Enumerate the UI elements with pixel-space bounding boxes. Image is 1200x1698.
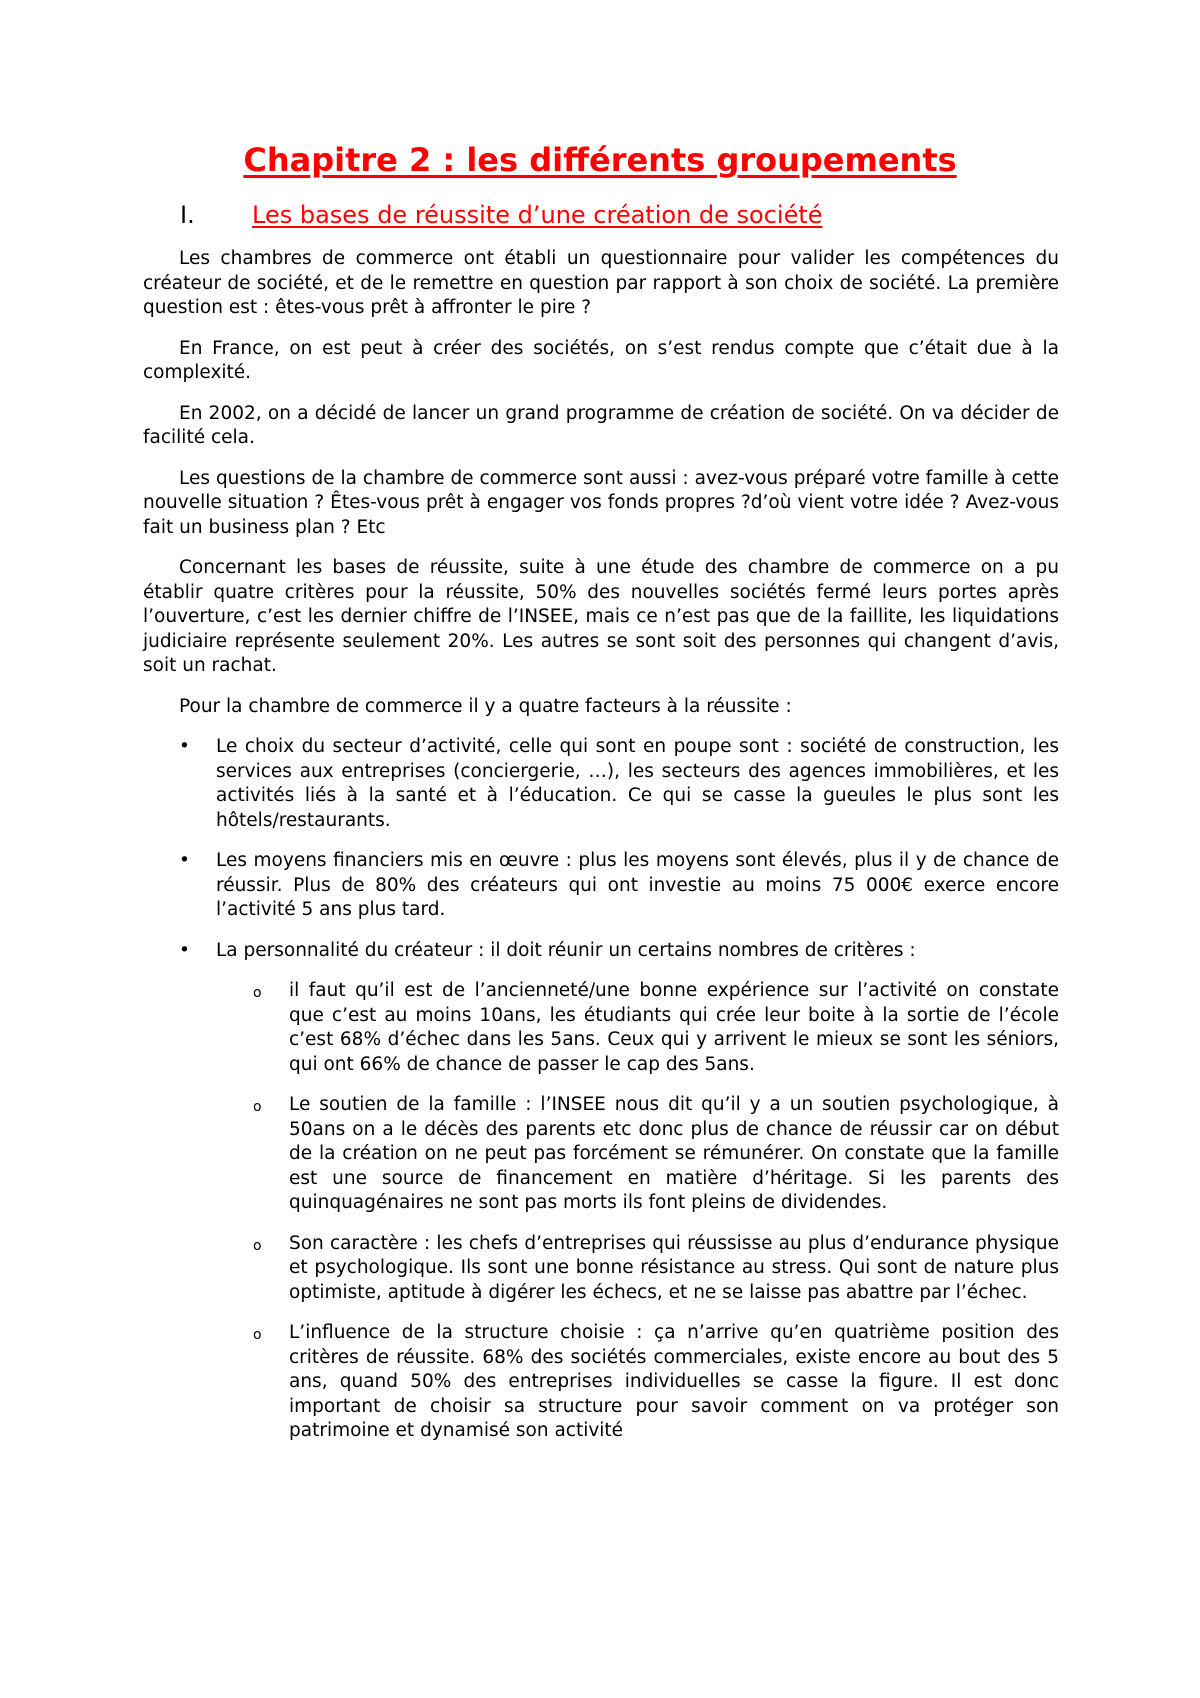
sub-bullet-marker: o [253, 1237, 262, 1254]
paragraph: Pour la chambre de commerce il y a quatre facteurs à la réussite : [179, 695, 792, 717]
section-heading [180, 200, 823, 230]
sub-list-item-text: L’influence de la structure choisie : ça n’arrive qu’en quatrième position des critères de réussite. 68% des sociétés commerciales, existe encore au bout des 5 ans, quand 50% des entreprises individuelles se casse la figure. Il est donc important de choisir sa structure pour savoir comment on va protéger son patrimoine et dynamisé son activité [289, 1322, 1059, 1441]
paragraph: Les questions de la chambre de commerce sont aussi : avez-vous préparé votre famille à cette nouvelle situation ? Êtes-vous prêt à engager vos fonds propres ?d’où vient votre idée ? Avez-vous fait un business plan ? Etc [143, 467, 1059, 538]
document-body [143, 247, 1059, 1460]
sub-list-item-text: Le soutien de la famille : l’INSEE nous dit qu’il y a un soutien psychologique, à 50ans on a le décès des parents etc donc plus de chance de réussir car on début de la création on ne peut pas forcément se rémunérer. On constate que la famille est une source de financement en matière d’héritage. Si les parents des quinquagénaires ne sont pas morts ils font pleins de dividendes. [289, 1094, 1059, 1213]
paragraph: En France, on est peut à créer des sociétés, on s’est rendus compte que c’était due à la complexité. [143, 337, 1059, 383]
sub-list [216, 979, 1059, 1444]
sub-list-item [216, 1093, 1059, 1216]
list-item-text: Les moyens financiers mis en œuvre : plus les moyens sont élevés, plus il y de chance de réussir. Plus de 80% des créateurs qui ont investie au moins 75 000€ exerce encore l’activité 5 ans plus tard. [216, 850, 1059, 920]
list-item [143, 849, 1059, 923]
section-number: I. [180, 201, 195, 229]
paragraph: Les chambres de commerce ont établi un questionnaire pour valider les compétences du créateur de société, et de le remettre en question par rapport à son choix de société. La première question est : êtes-vous prêt à affronter le pire ? [143, 248, 1059, 318]
paragraph: En 2002, on a décidé de lancer un grand programme de création de société. On va décider de facilité cela. [143, 402, 1059, 448]
bullet-marker: • [179, 939, 190, 961]
list-item-text: La personnalité du créateur : il doit réunir un certains nombres de critères : [216, 939, 916, 961]
bullet-list [143, 735, 1059, 1444]
section-title: Les bases de réussite d’une création de société [252, 201, 823, 229]
chapter-title: Chapitre 2 : les différents groupements [243, 141, 957, 179]
sub-list-item-text: il faut qu’il est de l’ancienneté/une bonne expérience sur l’activité on constate que c’est au moins 10ans, les étudiants qui crée leur boite à la sortie de l’école c’est 68% d’échec dans les 5ans. Ceux qui y arrivent le mieux se sont les séniors, qui ont 66% de chance de passer le cap des 5ans. [289, 980, 1059, 1075]
list-item-text: Le choix du secteur d’activité, celle qui sont en poupe sont : société de construction, les services aux entreprises (conciergerie, …), les secteurs des agences immobilières, et les activités liés à la santé et à l’éducation. Ce qui se casse la gueules le plus sont les hôtels/restaurants. [216, 736, 1059, 831]
sub-bullet-marker: o [253, 1327, 262, 1343]
sub-bullet-marker: o [253, 1099, 262, 1115]
sub-list-item-text: Son caractère : les chefs d’entreprises qui réussisse au plus d’endurance physique et psychologique. Ils sont une bonne résistance au stress. Qui sont de nature plus optimiste, aptitude à digérer les échecs, et ne se laisse pas abattre par l’échec. [289, 1232, 1059, 1303]
list-item [143, 939, 1059, 1444]
bullet-marker: • [179, 850, 190, 871]
bullet-marker: • [179, 736, 190, 757]
sub-list-item [216, 1321, 1059, 1444]
paragraph: Concernant les bases de réussite, suite à une étude des chambre de commerce on a pu établir quatre critères pour la réussite, 50% des nouvelles sociétés fermé leurs portes après l’ouverture, c’est les dernier chiffre de l’INSEE, mais ce n’est pas que de la faillite, les liquidations judiciaire représente seulement 20%. Les autres se sont soit des personnes qui changent d’avis, soit un rachat. [143, 557, 1059, 676]
sub-list-item [216, 979, 1059, 1077]
list-item [143, 735, 1059, 833]
sub-bullet-marker: o [253, 985, 262, 1001]
sub-list-item [216, 1232, 1059, 1306]
